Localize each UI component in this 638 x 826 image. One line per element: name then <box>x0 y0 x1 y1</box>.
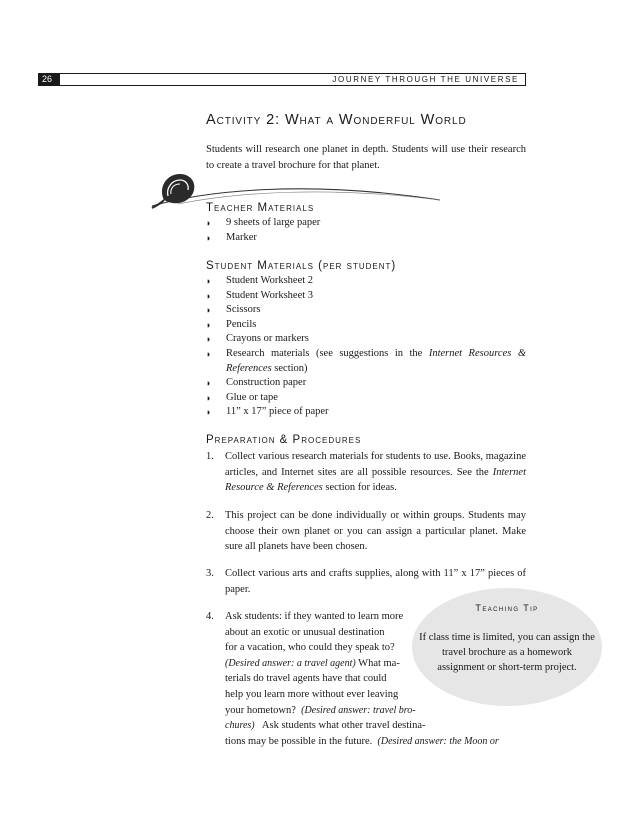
bullet-icon: ◗ <box>206 378 212 389</box>
desired-answer: (Desired answer: travel bro- <box>301 704 416 716</box>
teaching-tip-text: If class time is limited, you can assign the travel brochure as a homework assignment or short-term project. <box>419 632 595 673</box>
list-item: ◗ Student Worksheet 2 <box>206 274 526 289</box>
procedure-step-1: 1. Collect various research materials for students to use. Books, magazine articles, and Internet sites are all possible resources. See the Internet Resource & References section for ideas. <box>206 451 526 494</box>
list-item: ◗ Pencils <box>206 318 526 333</box>
teaching-tip-title: Teaching Tip <box>475 603 539 613</box>
desired-answer: (Desired answer: the Moon or <box>377 735 499 747</box>
activity-intro: Students will research one planet in depth. Students will use their research to create a travel brochure for that planet. <box>206 144 526 171</box>
list-item: ◗ Marker <box>206 231 526 246</box>
step-4-line: your hometown? (Desired answer: travel bro- <box>225 704 416 716</box>
running-header <box>38 73 526 86</box>
step-number: 3. <box>206 568 214 579</box>
list-item: ◗ Research materials (see suggestions in the Internet Resources & References section) <box>206 347 526 374</box>
list-item: ◗ Scissors <box>206 303 526 318</box>
list-item: ◗ Construction paper <box>206 376 526 391</box>
bullet-icon: ◗ <box>206 319 212 330</box>
step-4-line: help you learn more without ever leaving <box>225 688 399 700</box>
bullet-icon: ◗ <box>206 392 212 403</box>
desired-answer: (Desired answer: a travel agent) <box>225 657 356 669</box>
resource-reference: Internet Resource & References <box>225 466 526 494</box>
bullet-icon: ◗ <box>206 218 212 228</box>
step-4-line: Ask students: if they wanted to learn more <box>225 611 404 622</box>
step-4-line: chures) Ask students what other travel destina- <box>225 720 426 732</box>
procedure-step-2: 2. This project can be done individually or within groups. Students may choose their own planet or you can assign a particular planet. Make sure all planets have been chosen. <box>206 510 526 553</box>
running-head-title: JOURNEY THROUGH THE UNIVERSE <box>332 75 519 84</box>
list-item: ◗ 11” x 17” piece of paper <box>206 405 526 420</box>
bullet-icon: ◗ <box>206 334 212 345</box>
list-item: ◗ Student Worksheet 3 <box>206 289 526 304</box>
step-4-line: terials do travel agents have that could <box>225 673 387 685</box>
resource-reference: Internet Resources & References <box>226 347 526 374</box>
desired-answer: chures) <box>225 720 255 732</box>
student-materials-heading: Student Materials (per student) <box>206 260 397 272</box>
teacher-materials-heading: Teacher Materials <box>206 202 315 214</box>
bullet-icon: ◗ <box>206 276 212 286</box>
step-number: 1. <box>206 451 214 462</box>
bullet-icon: ◗ <box>206 232 212 243</box>
procedure-step-3: 3. Collect various arts and crafts supplies, along with 11” x 17” pieces of paper. <box>206 568 526 595</box>
step-number: 4. <box>206 611 214 622</box>
step-4-line: for a vacation, who could they speak to? <box>225 642 395 654</box>
bullet-icon: ◗ <box>206 305 212 316</box>
activity-title: Activity 2: What a Wonderful World <box>206 112 467 128</box>
bullet-icon: ◗ <box>206 348 212 359</box>
list-item: ◗ Crayons or markers <box>206 332 526 347</box>
list-item: ◗ Glue or tape <box>206 391 526 406</box>
procedures-heading: Preparation & Procedures <box>206 434 362 446</box>
step-4-line: (Desired answer: a travel agent) What ma- <box>225 657 400 669</box>
bullet-icon: ◗ <box>206 407 212 418</box>
page-number: 26 <box>39 74 60 85</box>
teacher-materials-list <box>206 216 526 245</box>
bullet-icon: ◗ <box>206 290 212 301</box>
list-item: ◗ 9 sheets of large paper <box>206 216 526 231</box>
student-materials-list <box>206 274 526 420</box>
step-number: 2. <box>206 510 214 521</box>
step-4-line: tions may be possible in the future. (Desired answer: the Moon or <box>225 735 499 747</box>
step-4-line: about an exotic or unusual destination <box>225 626 385 638</box>
